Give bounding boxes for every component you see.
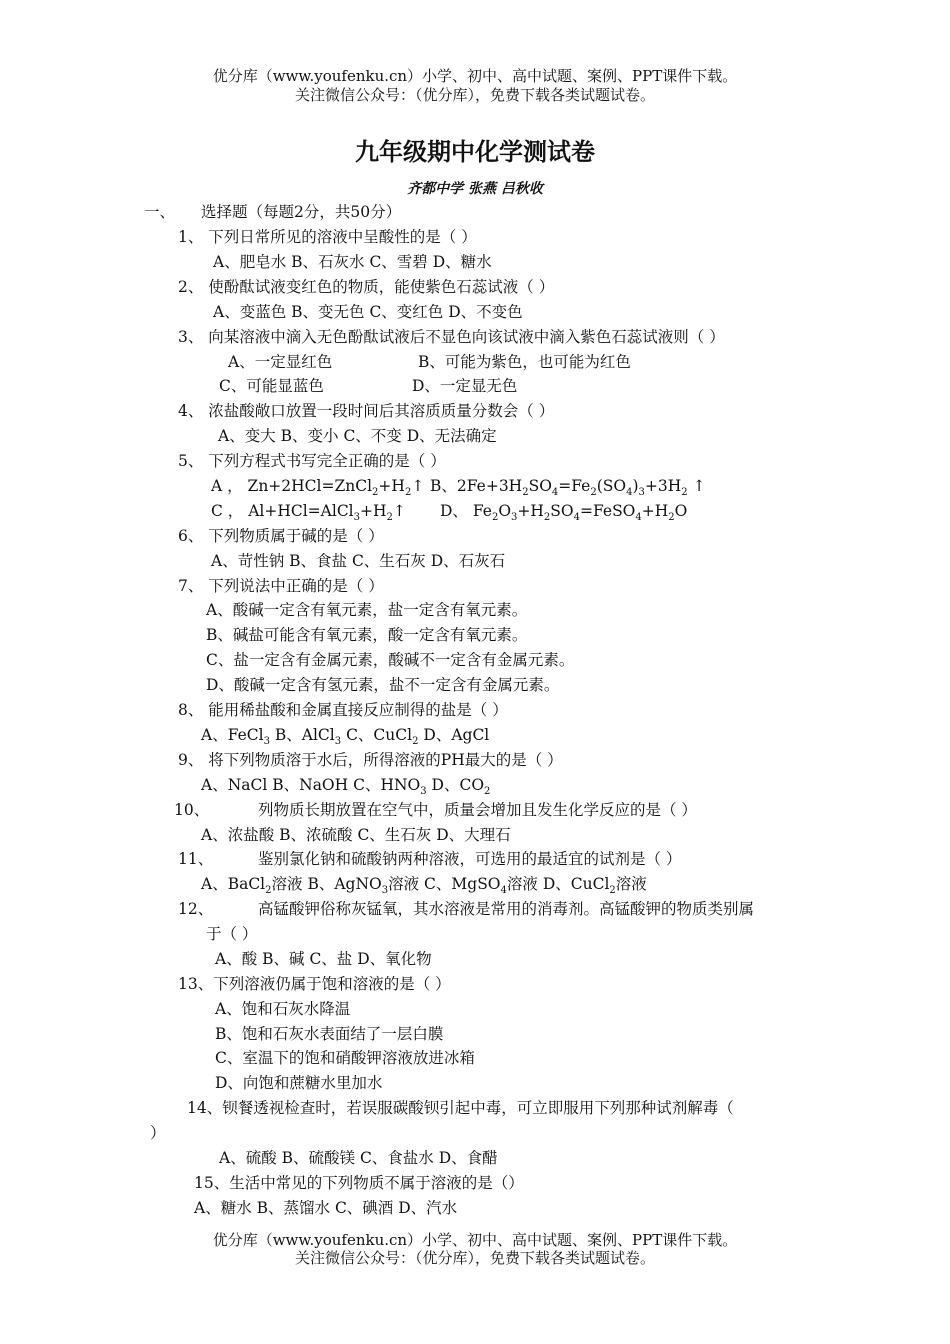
q9-stem: 9、 将下列物质溶于水后，所得溶液的PH最大的是（ ）: [178, 751, 563, 769]
q3-option-c: C、可能显蓝色: [219, 377, 324, 395]
q11-stem: 鉴别氯化钠和硫酸钠两种溶液，可选用的最适宜的试剂是（ ）: [258, 850, 682, 868]
q12-stem: 高锰酸钾俗称灰锰氧，其水溶液是常用的消毒剂。高锰酸钾的物质类别属: [258, 900, 755, 918]
q4-options: A、变大 B、变小 C、不变 D、无法确定: [218, 427, 497, 445]
q8-stem: 8、 能用稀盐酸和金属直接反应制得的盐是（ ）: [178, 701, 508, 719]
q10-stem: 列物质长期放置在空气中，质量会增加且发生化学反应的是（ ）: [258, 801, 697, 819]
q13-option-b: B、饱和石灰水表面结了一层白膜: [215, 1025, 444, 1043]
q5-option-c: C ， $Al+HCl=AlCl_3+H_2↑$: [211, 502, 406, 524]
q13-option-a: A、饱和石灰水降温: [215, 1000, 351, 1018]
q13-stem: 13、下列溶液仍属于饱和溶液的是（ ）: [178, 975, 451, 993]
section-number: 一、: [144, 203, 176, 221]
q14-options: A、硫酸 B、硫酸镁 C、食盐水 D、食醋: [219, 1149, 498, 1167]
q10-options: A、浓盐酸 B、浓硫酸 C、生石灰 D、大理石: [201, 826, 511, 844]
q9-options: A、NaCl B、NaOH C、$HNO_3$ D、$CO_2$: [201, 776, 491, 798]
q2-options: A、变蓝色 B、变无色 C、变红色 D、不变色: [213, 303, 523, 321]
q12-number: 12、: [178, 900, 214, 918]
footer-line-1: 优分库（www.youfenku.cn）小学、初中、高中试题、案例、PPT课件下载。: [212, 1231, 738, 1249]
q6-options: A、苛性钠 B、食盐 C、生石灰 D、石灰石: [211, 552, 506, 570]
q1-stem: 1、 下列日常所见的溶液中呈酸性的是（ ）: [178, 228, 477, 246]
q1-options: A、肥皂水 B、石灰水 C、雪碧 D、糖水: [213, 253, 492, 271]
section-label: 选择题（每题2分，共50分）: [201, 203, 402, 221]
authors: 齐都中学 张燕 吕秋收: [407, 181, 543, 197]
q14-stem: 14、钡餐透视检查时，若误服碳酸钡引起中毒，可立即服用下列那种试剂解毒（: [187, 1099, 734, 1117]
q14-stem-cont: ）: [150, 1124, 166, 1142]
q6-stem: 6、 下列物质属于碱的是（ ）: [178, 527, 384, 545]
q15-options: A、糖水 B、蒸馏水 C、碘酒 D、汽水: [194, 1199, 458, 1217]
q11-options: A、BaCl$_2$溶液 B、AgNO$_3$溶液 C、MgSO$_4$溶液 D、CuCl$_2$溶液: [201, 875, 647, 897]
q12-stem-cont: 于（ ）: [206, 925, 258, 943]
q13-option-d: D、向饱和蔗糖水里加水: [215, 1074, 383, 1092]
q13-option-c: C、室温下的饱和硝酸钾溶液放进冰箱: [215, 1049, 475, 1067]
q3-option-a: A、一定显红色: [228, 353, 333, 371]
footer-line-2: 关注微信公众号：（优分库），免费下载各类试题试卷。: [294, 1249, 655, 1267]
q5-option-a: A ， $Zn+2HCl=ZnCl_2+H_2↑$: [211, 477, 425, 499]
q10-number: 10、: [174, 801, 210, 819]
q15-stem: 15、生活中常见的下列物质不属于溶液的是（）: [194, 1174, 524, 1192]
q2-stem: 2、 使酚酞试液变红色的物质，能使紫色石蕊试液（ ）: [178, 278, 555, 296]
page-title: 九年级期中化学测试卷: [355, 137, 595, 166]
header-line-2: 关注微信公众号：（优分库），免费下载各类试题试卷。: [294, 86, 655, 104]
q7-stem: 7、 下列说法中正确的是（ ）: [178, 577, 384, 595]
q8-options: A、FeCl$_3$ B、AlCl$_3$ C、CuCl$_2$ D、AgCl: [201, 726, 490, 748]
q5-stem: 5、 下列方程式书写完全正确的是（ ）: [178, 452, 446, 470]
q7-option-d: D、酸碱一定含有氢元素，盐不一定含有金属元素。: [206, 676, 560, 694]
q7-option-a: A、酸碱一定含有氧元素，盐一定含有氧元素。: [206, 601, 528, 619]
q11-number: 11、: [178, 850, 214, 868]
q5-option-d: D、 $Fe_2O_3+H_2SO_4=FeSO_4+H_2O$: [440, 502, 688, 524]
q4-stem: 4、 浓盐酸敞口放置一段时间后其溶质质量分数会（ ）: [178, 402, 555, 420]
q3-option-d: D、一定显无色: [412, 377, 518, 395]
q3-stem: 3、 向某溶液中滴入无色酚酞试液后不显色向该试液中滴入紫色石蕊试液则（ ）: [178, 328, 725, 346]
q5-option-b: B、$2Fe+3H_2SO_4=Fe_2(SO_4)_3+3H_2$ ↑: [430, 477, 706, 499]
q12-options: A、酸 B、碱 C、盐 D、氧化物: [215, 950, 432, 968]
q7-option-c: C、盐一定含有金属元素，酸碱不一定含有金属元素。: [206, 651, 575, 669]
header-line-1: 优分库（www.youfenku.cn）小学、初中、高中试题、案例、PPT课件下载。: [212, 67, 738, 85]
q3-option-b: B、可能为紫色，也可能为红色: [418, 353, 631, 371]
q7-option-b: B、碱盐可能含有氧元素，酸一定含有氧元素。: [206, 626, 528, 644]
